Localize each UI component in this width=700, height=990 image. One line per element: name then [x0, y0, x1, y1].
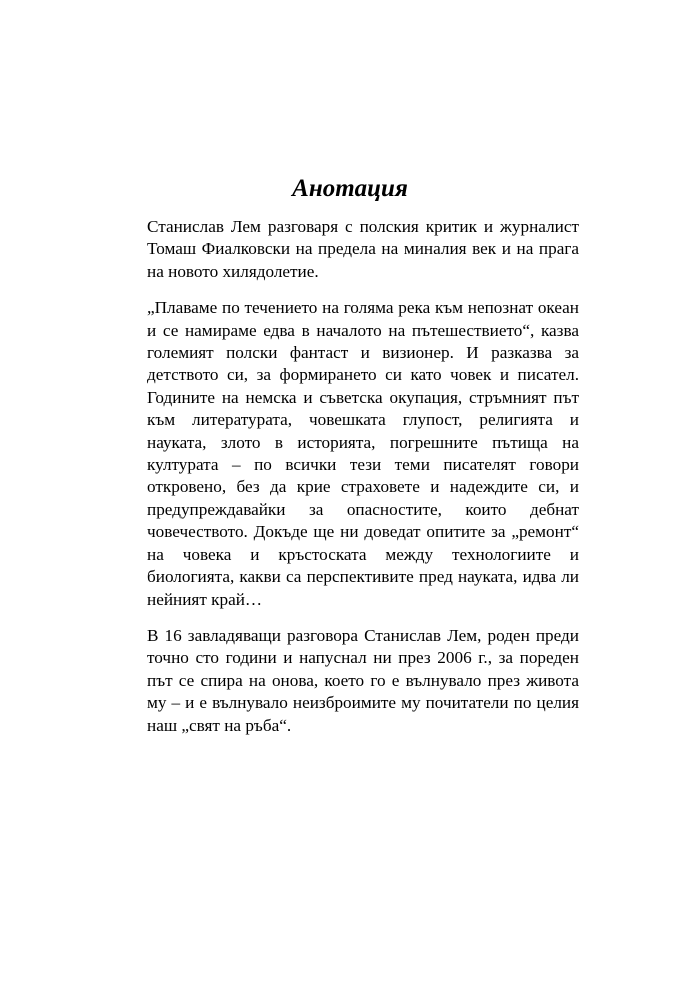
- paragraph-quote: „Плаваме по течението на голяма река към непознат океан и се намираме едва в началото на пътешествието“, казва големият полски фантаст и визионер. И разказва за детството си, за формирането си като човек и писател. Годините на немска и съветска окупация, стръмният път към литературата, човешката глупост, религията и науката, злото в историята, погрешните пътища на културата – по всички тези теми писателят говори откровено, без да крие страховете и надеждите си, и предупреждавайки за опасностите, които дебнат човечеството. Докъде ще ни доведат опитите за „ремонт“ на човека и кръстоската между технологиите и биологията, какви са перспективите пред науката, идва ли нейният край…: [147, 298, 579, 609]
- page-title: Анотация: [292, 175, 408, 202]
- paragraph-summary: В 16 завладяващи разговора Станислав Лем, роден преди точно сто години и напуснал ни през 2006 г., за пореден път се спира на онова, което го е вълнувало през живота му – и е вълнувало неизброимите му почитатели по целия наш „свят на ръба“.: [147, 625, 579, 735]
- paragraph-intro: Станислав Лем разговаря с полския критик и журналист Томаш Фиалковски на предела на миналия век и на прага на новото хилядолетие.: [147, 217, 579, 281]
- annotation-body: [147, 216, 579, 751]
